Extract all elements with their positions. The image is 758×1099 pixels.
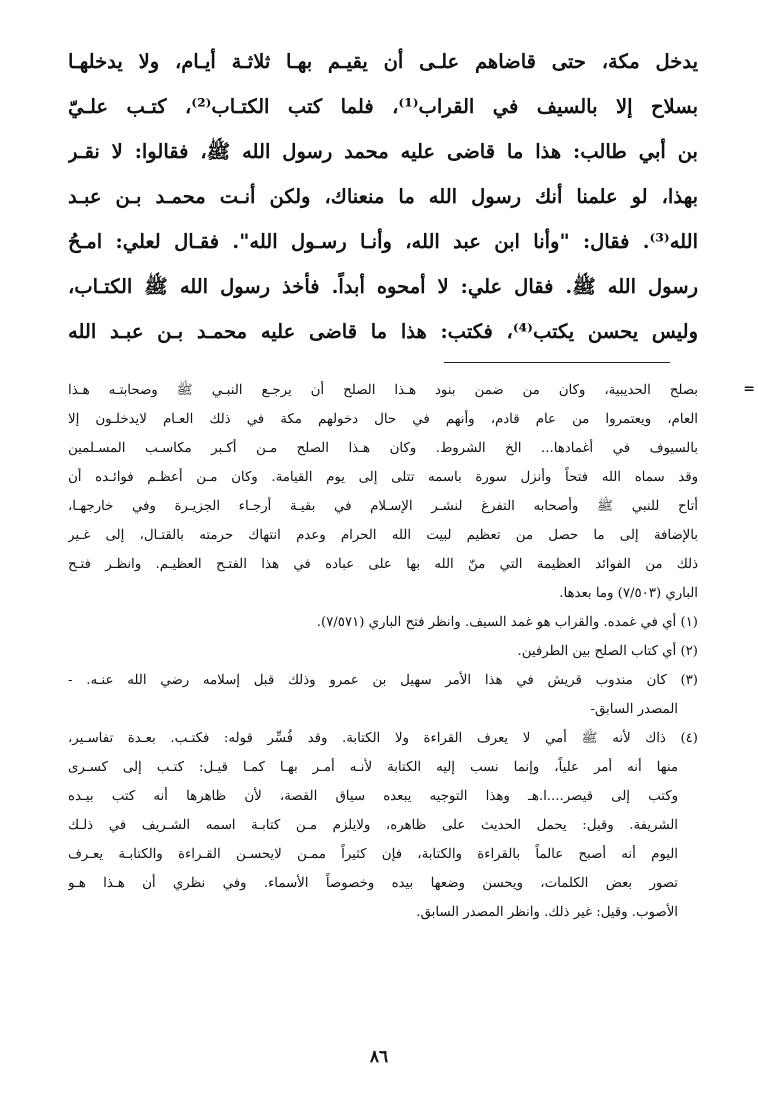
page-number: ٨٦ xyxy=(369,1047,389,1067)
footnote-line: (٤) ذاك لأنه ﷺ أمي لا يعرف القراءة ولا الكتابة. وقد فُسِّر قوله: فكتـب. بعـدة تفاسـير، xyxy=(68,731,698,746)
footnote-line: منها أنه أمر علياً، وإنما نسب إليه الكتابة لأنـه أمـر بهـا كمـا قيـل: كتـب إلى كسـرى xyxy=(68,760,678,775)
footnote-line: (٢) أي كتاب الصلح بين الطرفين. xyxy=(517,644,698,659)
main-text-line: رسول الله ﷺ. فقال علي: لا أمحوه أبداً. فأخذ رسول الله ﷺ الكتـاب، xyxy=(68,275,698,298)
footnote-line: وقد سماه الله فتحاً وأنزل سورة باسمه تتلى إلى يوم القيامة. وكان مـن أعظـم فوائـده أن xyxy=(68,470,698,485)
footnote-line: الشريفة. وقيل: يحمل الحديث على ظاهره، ولايلزم مـن كتابـة اسمه الشـريف في ذلـك xyxy=(68,818,678,833)
footnote-line: الباري (٧/٥٠٣) وما بعدها. xyxy=(559,586,698,601)
main-text-line: بن أبي طالب: هذا ما قاضى عليه محمد رسول الله ﷺ، فقالوا: لا نقـر xyxy=(68,140,698,163)
footnote-continuation xyxy=(68,376,698,608)
footnote-line: أتاح للنبي ﷺ وأصحابه التفرغ لنشـر الإسـلام في بقيـة أرجـاء الجزيـرة وفي خارجهـا، xyxy=(68,499,698,514)
footnote-line: بالإضافة إلى ما حصل من تعظيم لبيت الله الحرام وعدم انتهاك حرمته بالقتـال، إلى غـير xyxy=(68,528,698,543)
main-text-line: الله⁽³⁾. فقال: "وأنا ابن عبد الله، وأنـا رسـول الله". فقـال لعلي: امـحُ xyxy=(68,230,698,253)
continuation-marker: = xyxy=(743,381,755,397)
main-text-line: وليس يحسن يكتب⁽⁴⁾، فكتب: هذا ما قاضى عليه محمـد بـن عبـد الله xyxy=(68,320,698,343)
footnote-line: بصلح الحديبية، وكان من ضمن بنود هـذا الصلح أن يرجـع النبـي ﷺ وصحابتـه هـذا xyxy=(68,383,698,398)
footnote-line: (٣) كان مندوب قريش في هذا الأمر سهيل بن عمرو وذلك قبل إسلامه رضي الله عنـه. - xyxy=(68,673,698,688)
main-text-block xyxy=(68,40,698,355)
footnote-line: ذلك من الفوائد العظيمة التي منّ الله بها على عباده في هذا الفتـح العظيـم. وانظـر فتـح xyxy=(68,557,698,572)
footnote-line: وكتب إلى قيصر....ا.هـ وهذا التوجيه يبعده سياق القصة، لأن ظاهرها أنه كتب بيـده xyxy=(68,789,678,804)
footnote-line: الأصوب. وقيل: غير ذلك. وانظر المصدر السابق. xyxy=(416,905,678,920)
footnote-1 xyxy=(68,608,698,637)
footnote-3 xyxy=(68,666,698,724)
footnote-line: المصدر السابق- xyxy=(590,702,678,717)
footnote-line: اليوم أنه أصبح عالماً بالقراءة والكتابة، فإن كثيراً ممـن لايحسـن القـراءة والكتابـة يعـرف xyxy=(68,847,678,862)
main-text-line: بهذا، لو علمنا أنك رسول الله ما منعناك، ولكن أنـت محمـد بـن عبـد xyxy=(68,185,698,208)
main-text-line: يدخل مكة، حتى قاضاهم علـى أن يقيـم بهـا ثلاثـة أيـام، ولا يدخلهـا xyxy=(68,50,698,73)
footnote-line: تصور بعض الكلمات، ويحسن وضعها بيده وخصوصاً الأسماء. وفي نظري أن هـذا هـو xyxy=(68,876,678,891)
footnote-4 xyxy=(68,724,698,927)
footnotes-block xyxy=(68,376,698,927)
footnote-line: العام، ويعتمروا من عام قادم، وأنهم في حال دخولهم مكة في ذلك العـام لايدخلـون إلا xyxy=(68,412,698,427)
footnote-divider xyxy=(444,362,670,363)
footnote-line: (١) أي في غمده. والقراب هو غمد السيف. وانظر فتح الباري (٧/٥٧١). xyxy=(316,615,698,630)
footnote-2 xyxy=(68,637,698,666)
main-text-line: بسلاح إلا بالسيف في القراب⁽¹⁾، فلما كتب الكتـاب⁽²⁾، كتـب علـيّ xyxy=(68,95,698,118)
footnote-line: بالسيوف في أغمادها... الخ الشروط. وكان هـذا الصلح مـن أكـبر مكاسـب المسـلمين xyxy=(68,441,698,456)
